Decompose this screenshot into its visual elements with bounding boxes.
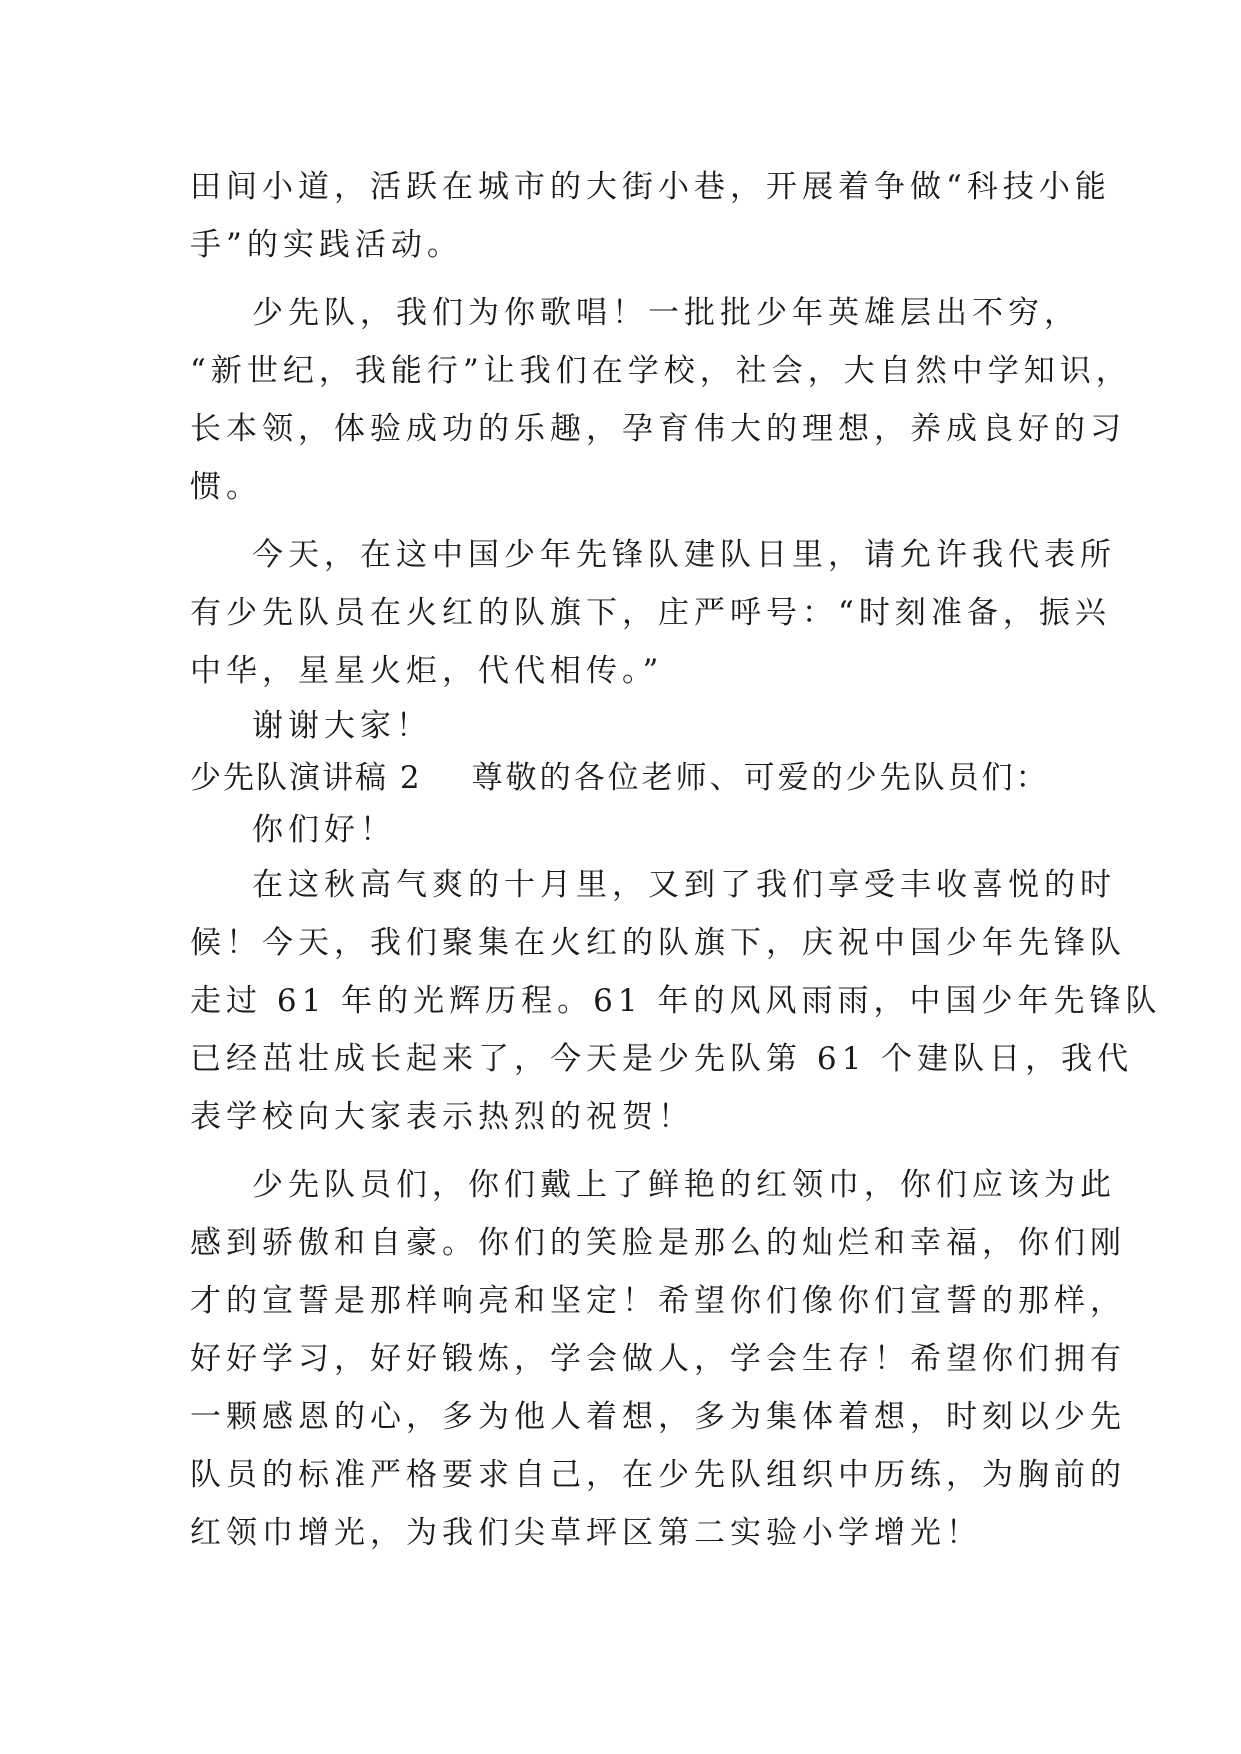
section-title: 少先队演讲稿 2 bbox=[190, 760, 422, 796]
paragraph-line: 有少先队员在火红的队旗下，庄严呼号：“时刻准备，振兴 bbox=[190, 595, 1111, 631]
paragraph-line: 候！今天，我们聚集在火红的队旗下，庆祝中国少年先锋队 bbox=[190, 925, 1126, 961]
paragraph-line: 队员的标准严格要求自己，在少先队组织中历练，为胸前的 bbox=[190, 1457, 1126, 1493]
paragraph-line: “新世纪，我能行”让我们在学校，社会，大自然中学知识， bbox=[190, 353, 1132, 389]
closing-line: 谢谢大家！ bbox=[252, 708, 432, 744]
paragraph-line: 红领巾增光，为我们尖草坪区第二实验小学增光！ bbox=[190, 1515, 982, 1551]
paragraph-line: 中华，星星火炬，代代相传。” bbox=[190, 653, 664, 689]
paragraph-line: 田间小道，活跃在城市的大街小巷，开展着争做“科技小能 bbox=[190, 169, 1111, 205]
paragraph-line: 已经茁壮成长起来了，今天是少先队第 61 个建队日，我代 bbox=[190, 1041, 1134, 1077]
greeting-line: 你们好！ bbox=[252, 812, 396, 848]
section-greeting: 尊敬的各位老师、可爱的少先队员们： bbox=[471, 760, 1050, 796]
paragraph-line: 今天，在这中国少年先锋队建队日里，请允许我代表所 bbox=[252, 537, 1116, 573]
paragraph-line: 表学校向大家表示热烈的祝贺！ bbox=[190, 1099, 694, 1135]
paragraph-line: 走过 61 年的光辉历程。61 年的风风雨雨，中国少年先锋队 bbox=[190, 983, 1162, 1019]
paragraph-line: 少先队员们，你们戴上了鲜艳的红领巾，你们应该为此 bbox=[252, 1167, 1116, 1203]
paragraph-line: 长本领，体验成功的乐趣，孕育伟大的理想，养成良好的习 bbox=[190, 411, 1126, 447]
paragraph-line: 少先队，我们为你歌唱！一批批少年英雄层出不穷， bbox=[252, 295, 1080, 331]
paragraph-line: 感到骄傲和自豪。你们的笑脸是那么的灿烂和幸福，你们刚 bbox=[190, 1225, 1126, 1261]
paragraph-line: 手”的实践活动。 bbox=[190, 227, 463, 263]
document-body bbox=[190, 158, 1162, 1562]
paragraph-line: 一颗感恩的心，多为他人着想，多为集体着想，时刻以少先 bbox=[190, 1399, 1126, 1435]
paragraph-line: 才的宣誓是那样响亮和坚定！希望你们像你们宣誓的那样， bbox=[190, 1283, 1126, 1319]
paragraph-line: 惯。 bbox=[190, 469, 262, 505]
section-heading bbox=[190, 752, 1050, 804]
paragraph-line: 在这秋高气爽的十月里，又到了我们享受丰收喜悦的时 bbox=[252, 867, 1116, 903]
paragraph-line: 好好学习，好好锻炼，学会做人，学会生存！希望你们拥有 bbox=[190, 1341, 1126, 1377]
